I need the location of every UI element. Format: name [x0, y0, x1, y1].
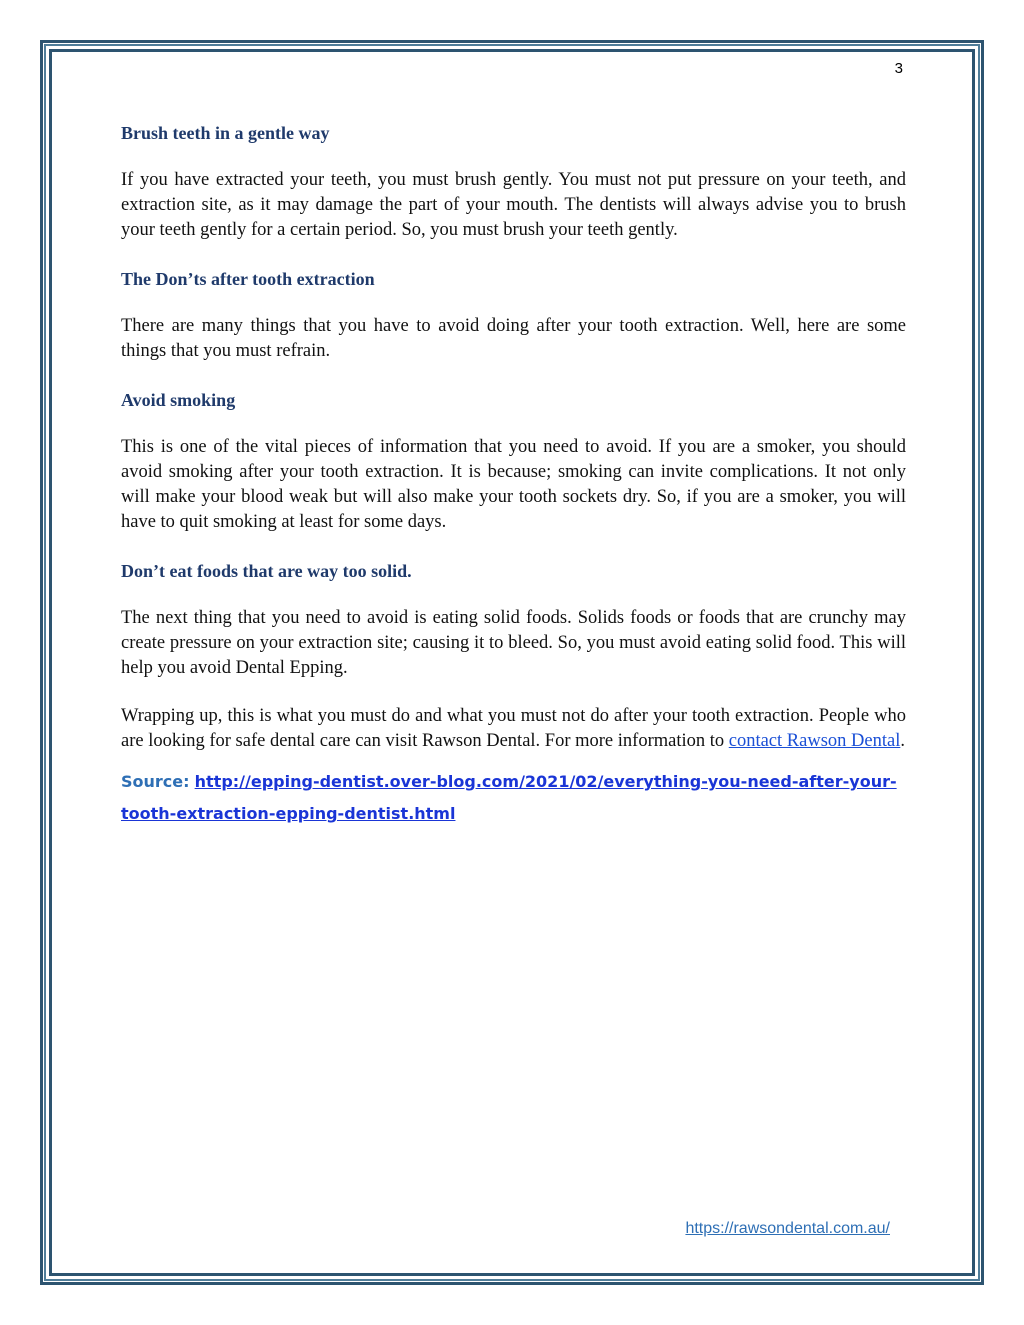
- paragraph-avoid-smoking: This is one of the vital pieces of information that you need to avoid. If you are a smoker, you should avoid smoking after your tooth extraction. It is because; smoking can invite complications. It not only will make your blood weak but will also make your tooth sockets dry. So, if you are a smoker, you will have to quit smoking at least for some days.: [121, 437, 906, 532]
- document-body: [121, 120, 906, 830]
- wrapping-up-end: .: [900, 731, 905, 751]
- source-url-link-part2[interactable]: tooth-extraction-epping-dentist.html: [121, 804, 456, 823]
- wrapping-up-text: Wrapping up, this is what you must do and what you must not do after your tooth extraction. People who are looking for safe dental care can visit Rawson Dental. For more information to: [121, 706, 906, 751]
- source-label: Source:: [121, 772, 190, 791]
- heading-donts: The Don’ts after tooth extraction: [121, 269, 375, 289]
- source-url-link-part1[interactable]: http://epping-dentist.over-blog.com/2021/02/everything-you-need-after-your-: [194, 772, 897, 791]
- contact-rawson-dental-link[interactable]: contact Rawson Dental: [728, 731, 901, 751]
- paragraph-wrapping-up: [121, 704, 906, 754]
- source-line: [121, 766, 906, 830]
- paragraph-donts: There are many things that you have to avoid doing after your tooth extraction. Well, here are some things that you must refrain.: [121, 316, 906, 361]
- heading-avoid-smoking: Avoid smoking: [121, 390, 236, 410]
- footer-website-link[interactable]: https://rawsondental.com.au/: [685, 1220, 890, 1237]
- page-number: 3: [894, 60, 903, 77]
- heading-solid-foods: Don’t eat foods that are way too solid.: [121, 561, 412, 581]
- heading-brush-teeth: Brush teeth in a gentle way: [121, 123, 330, 143]
- paragraph-brush-teeth: If you have extracted your teeth, you must brush gently. You must not put pressure on your teeth, and extraction site, as it may damage the part of your mouth. The dentists will always advise you to brush your teeth gently for a certain period. So, you must brush your teeth gently.: [121, 170, 906, 240]
- paragraph-solid-foods: The next thing that you need to avoid is eating solid foods. Solids foods or foods that are crunchy may create pressure on your extraction site; causing it to bleed. So, you must avoid eating solid food. This will help you avoid Dental Epping.: [121, 608, 906, 678]
